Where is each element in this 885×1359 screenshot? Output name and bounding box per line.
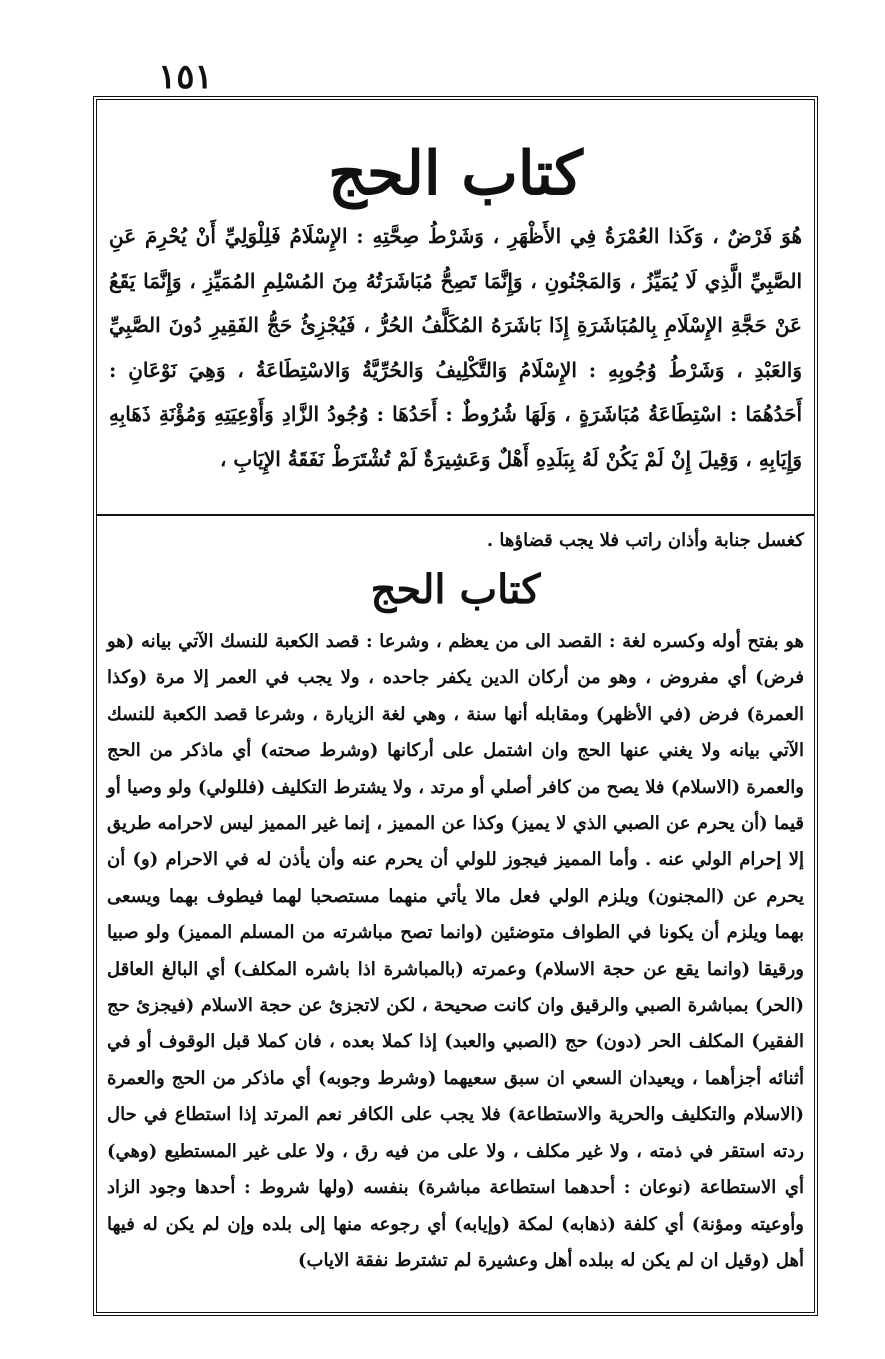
sub-title: كتاب الحج <box>370 566 541 613</box>
matn-section <box>97 100 814 512</box>
matn-text: هُوَ فَرْضٌ ، وَكَذا العُمْرَةُ فِي الأَظْهَرِ ، وَشَرْطُ صِحَّتِهِ : الإِسْلَامُ فَلِلْوَلِيِّ أَنْ يُحْرِمَ عَنِ الصَّبِيِّ الَّذِي لَا يُمَيِّزُ ، وَالمَجْنُونِ ، وَإِنَّمَا تَصِحُّ مُبَاشَرَتُهُ مِنَ المُسْلِمِ المُمَيِّزِ ، وَإِنَّمَا يَقَعُ عَنْ حَجَّةِ الإِسْلَامِ بِالمُبَاشَرَةِ إِذَا بَاشَرَهُ المُكَلَّفُ الحُرُّ ، فَيُجْزِئُ حَجُّ الفَقِيرِ دُونَ الصَّبِيِّ وَالعَبْدِ ، وَشَرْطُ وُجُوبِهِ : الإِسْلَامُ وَالتَّكْلِيفُ وَالحُرِّيَّةُ وَالاسْتِطَاعَةُ ، وَهِيَ نَوْعَانِ : أَحَدُهُمَا : اسْتِطَاعَةُ مُبَاشَرَةٍ ، وَلَهَا شُرُوطٌ : أَحَدُهَا : وُجُودُ الزَّادِ وَأَوْعِيَتِهِ وَمُؤْنَةِ ذَهَابِهِ وَإِيَابِهِ ، وَقِيلَ إِنْ لَمْ يَكُنْ لَهُ بِبَلَدِهِ أَهْلٌ وَعَشِيرَةٌ لَمْ تُشْتَرَطْ نَفَقَةُ الإِيَابِ ، <box>109 224 802 471</box>
sharh-section <box>97 518 814 1312</box>
sharh-text: هو بفتح أوله وكسره لغة : القصد الى من يعظم ، وشرعا : قصد الكعبة للنسك الآتي بيانه (هو فرض) أي مفروض ، وهو من أركان الدين يكفر جاحده ، ولا يجب في العمر إلا مرة (وكذا العمرة) فرض (في الأظهر) ومقابله أنها سنة ، وهي لغة الزيارة ، وشرعا قصد الكعبة للنسك الآتي بيانه ولا يغني عنها الحج وان اشتمل على أركانها (وشرط صحته) أي ماذكر من الحج والعمرة (الاسلام) فلا يصح من كافر أصلي أو مرتد ، ولا يشترط التكليف (فللولي) ولو وصيا أو قيما (أن يحرم عن الصبي الذي لا يميز) وكذا عن المميز ، إنما غير المميز ليس لاحرامه طريق إلا إحرام الولي عنه . وأما المميز فيجوز للولي أن يحرم عنه وأن يأذن له في الاحرام (و) أن يحرم عن (المجنون) ويلزم الولي فعل مالا يأتي منهما مستصحبا لهما فيطوف بهما ويسعى بهما ويلزم أن يكونا في الطواف متوضئين (وانما تصح مباشرته من المسلم المميز) ولو صبيا ورقيقا (وانما يقع عن حجة الاسلام) وعمرته (بالمباشرة اذا باشره المكلف) أي البالغ العاقل (الحر) بمباشرة الصبي والرقيق وان كانت صحيحة ، لكن لاتجزئ عن حجة الاسلام (فيجزئ حج الفقير) المكلف الحر (دون) حج (الصبي والعبد) إذا كملا بعده ، فان كملا قبل الوقوف أو في أثنائه أجزأهما ، ويعيدان السعي ان سبق سعيهما (وشرط وجوبه) أي ماذكر من الحج والعمرة (الاسلام والتكليف والحرية والاستطاعة) فلا يجب على الكافر نعم المرتد إذا استطاع في حال ردته استقر في ذمته ، ولا غير مكلف ، ولا على من فيه رق ، ولا على غير المستطيع (وهي) أي الاستطاعة (نوعان : أحدهما استطاعة مباشرة) بنفسه (ولها شروط : أحدها وجود الزاد وأوعيته ومؤنة) أي كلفة (ذهابه) لمكة (وإيابه) أي رجوعه منها إلى بلده وإن لم يكن له فيها أهل (وقيل ان لم يكن له ببلده أهل وعشيرة لم تشترط نفقة الاياب) <box>107 631 805 1271</box>
section-divider <box>97 514 814 516</box>
main-title: كتاب الحج <box>328 139 583 209</box>
page-frame <box>93 96 818 1316</box>
carry-over-line: كغسل جنابة وأذان راتب فلا يجب قضاؤها . <box>486 530 804 551</box>
page-number: ١٥١ <box>158 57 213 97</box>
